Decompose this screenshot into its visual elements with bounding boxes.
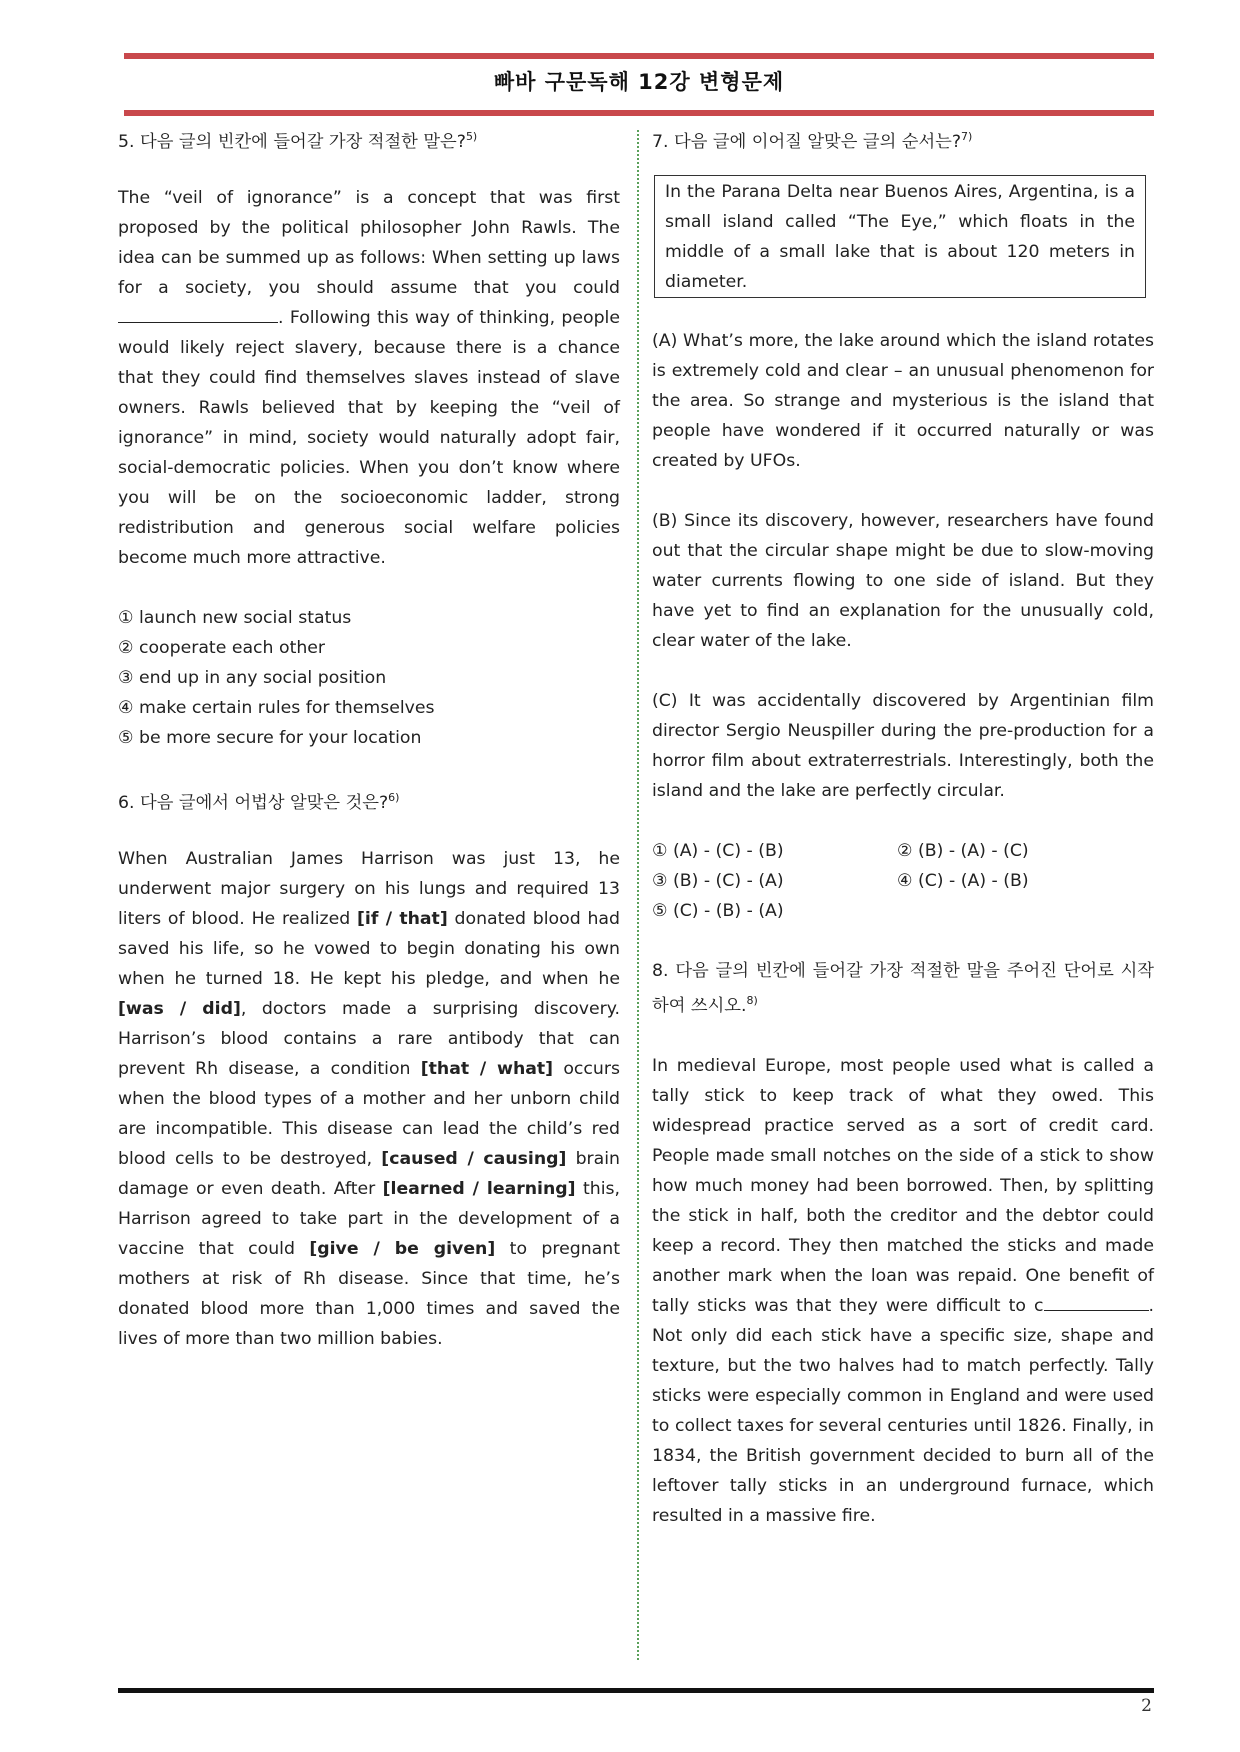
question-number: 8. (652, 960, 669, 981)
grammar-choice: [if / that] (357, 908, 448, 929)
option-4[interactable]: ④ (C) - (A) - (B) (897, 870, 1029, 891)
question-number: 5. (118, 131, 135, 152)
passage-text: brain damage or even death. After (118, 1148, 620, 1199)
passage-text: donated blood had saved his life, so he vowed to begin donating his own when he turned 18. He kept his pledge, and when he (118, 908, 620, 989)
header-top-rule (124, 53, 1154, 59)
footer-rule (118, 1688, 1154, 1693)
question-5-passage (118, 183, 620, 573)
paragraph-c: (C) It was accidentally discovered by Argentinian film director Sergio Neuspiller during the pre-production for a horror film about extraterrestrials. Interestingly, both the island and the lake are perfectly circular. (652, 690, 1154, 801)
paragraph-a: (A) What’s more, the lake around which the island rotates is extremely cold and clear – an unusual phenomenon for the area. So strange and mysterious is the island that people have wondered if it occurred naturally or was created by UFOs. (652, 330, 1154, 471)
passage-text: , doctors made a surprising discovery. Harrison’s blood contains a rare antibody that can prevent Rh disease, a condition (118, 998, 621, 1079)
answer-blank (1044, 1291, 1149, 1311)
passage-text: When Australian James Harrison was just 13, he underwent major surgery on his lungs and required 13 liters of blood. He realized (118, 848, 620, 929)
option-5[interactable]: ⑤ (C) - (B) - (A) (652, 900, 784, 921)
question-6-header (118, 783, 620, 818)
answer-blank (118, 303, 278, 323)
passage-text: The “veil of ignorance” is a concept that was first proposed by the political philosopher John Rawls. The idea can be summed up as follows: When setting up laws for a society, you should assume that you could (118, 187, 620, 298)
grammar-choice: [was / did] (118, 998, 241, 1019)
question-prompt: 다음 글에 이어질 알맞은 글의 순서는? (674, 131, 962, 152)
question-prompt: 다음 글의 빈칸에 들어갈 가장 적절한 말은? (140, 131, 466, 152)
option-1[interactable]: ① (A) - (C) - (B) (652, 840, 784, 861)
option-2[interactable]: ② cooperate each other (118, 637, 326, 658)
footnote-marker: 7) (961, 130, 973, 143)
question-7-options (652, 836, 1154, 926)
option-1[interactable]: ① launch new social status (118, 607, 352, 628)
question-8-header (652, 956, 1154, 1021)
right-column (652, 122, 1154, 1561)
question-5-header (118, 122, 620, 157)
footnote-marker: 6) (388, 790, 400, 804)
option-3[interactable]: ③ end up in any social position (118, 667, 387, 688)
question-prompt: 다음 글의 빈칸에 들어갈 가장 적절한 말을 주어진 단어로 시작하여 쓰시오. (652, 960, 1154, 1016)
column-divider (637, 130, 639, 1660)
grammar-choice: [learned / learning] (382, 1178, 576, 1199)
page-title: 빠바 구문독해 12강 변형문제 (493, 70, 785, 94)
question-prompt: 다음 글에서 어법상 알맞은 것은? (140, 792, 389, 813)
passage-text: to pregnant mothers at risk of Rh disease. Since that time, he’s donated blood more than 1,000 times and saved the lives of more than two million babies. (118, 1238, 621, 1349)
question-6-passage (118, 844, 620, 1354)
grammar-choice: [give / be given] (309, 1238, 496, 1259)
option-5[interactable]: ⑤ be more secure for your location (118, 727, 422, 748)
passage-text: . Following this way of thinking, people would likely reject slavery, because there is a chance that they could find themselves slaves instead of slave owners. Rawls believed that by keeping the “veil of ignorance” in mind, society would naturally adopt fair, social-democratic policies. When you don’t know where you will be on the socioeconomic ladder, strong redistribution and generous social welfare policies become much more attractive. (118, 307, 620, 568)
question-7-header (652, 122, 1154, 157)
left-column (118, 122, 620, 1384)
question-number: 7. (652, 131, 669, 152)
footnote-marker: 5) (465, 130, 478, 143)
paragraph-b: (B) Since its discovery, however, researchers have found out that the circular shape might be due to slow-moving water currents flowing to one side of island. But they have yet to find an explanation for the unusually cold, clear water of the lake. (652, 510, 1154, 651)
option-2[interactable]: ② (B) - (A) - (C) (897, 840, 1029, 861)
page-number: 2 (1141, 1696, 1152, 1716)
header-bottom-rule (124, 110, 1154, 116)
footnote-marker: 8) (746, 993, 758, 1007)
question-8-passage (652, 1051, 1154, 1531)
passage-text: this, Harrison agreed to take part in the development of a vaccine that could (118, 1178, 620, 1259)
given-passage-box: In the Parana Delta near Buenos Aires, Argentina, is a small island called “The Eye,” which floats in the middle of a small lake that is about 120 meters in diameter. (654, 175, 1146, 298)
question-number: 6. (118, 792, 135, 813)
grammar-choice: [caused / causing] (381, 1148, 567, 1169)
option-3[interactable]: ③ (B) - (C) - (A) (652, 870, 784, 891)
passage-text: occurs when the blood types of a mother and her unborn child are incompatible. This disease can lead the child’s red blood cells to be destroyed, (118, 1058, 620, 1169)
grammar-choice: [that / what] (420, 1058, 554, 1079)
passage-text: . Not only did each stick have a specific size, shape and texture, but the two halves had to match perfectly. Tally sticks were especially common in England and were used to collect taxes for several centuries until 1826. Finally, in 1834, the British government decided to burn all of the leftover tally sticks in an underground furnace, which resulted in a massive fire. (652, 1295, 1154, 1526)
question-5-options (118, 603, 620, 753)
passage-text: In medieval Europe, most people used what is called a tally stick to keep track of what they owed. This widespread practice served as a sort of credit card. People made small notches on the side of a stick to show how much money had been borrowed. Then, by splitting the stick in half, both the creditor and the debtor could keep a record. They then matched the sticks and made another mark when the loan was repaid. One benefit of tally sticks was that they were difficult to c (652, 1055, 1154, 1316)
option-4[interactable]: ④ make certain rules for themselves (118, 697, 435, 718)
